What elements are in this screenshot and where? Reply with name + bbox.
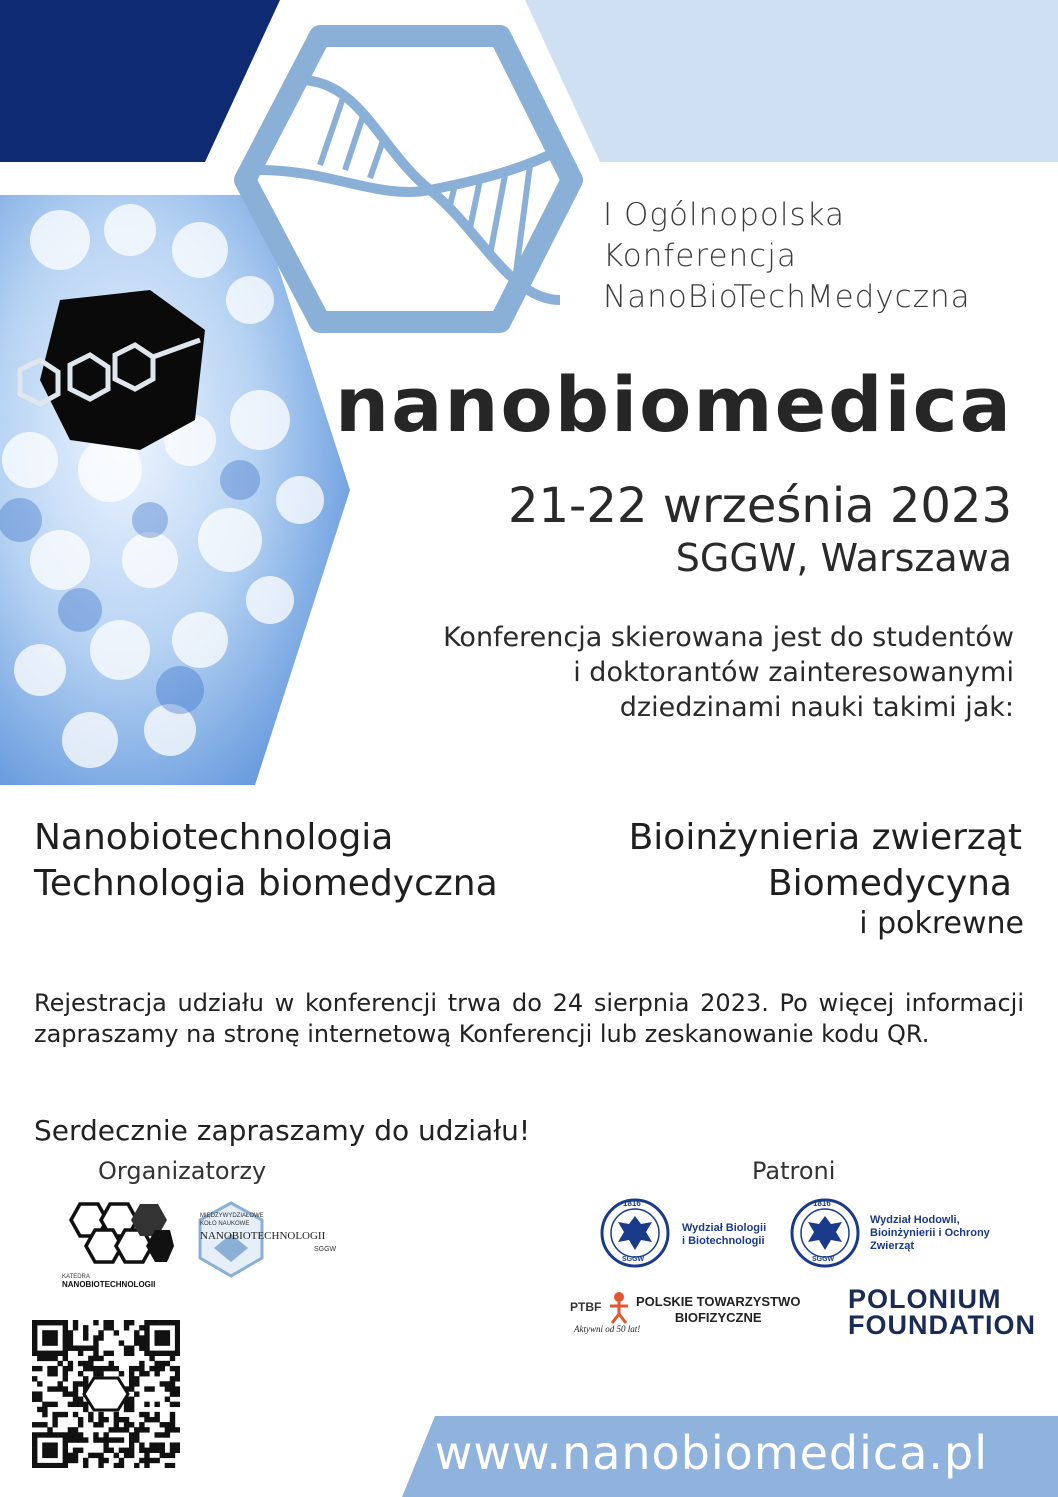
seal-year: 1816	[623, 1199, 641, 1208]
whbioz-logo	[790, 1198, 1020, 1270]
dark-pore	[40, 290, 205, 450]
field-animal-bioeng: Bioinżynieria zwierząt	[628, 817, 1022, 858]
ptbf-tagline: Aktywni od 50 lat!	[574, 1324, 641, 1334]
whbioz-line-1: Wydział Hodowli,	[870, 1214, 960, 1226]
kolo-logo	[196, 1200, 366, 1285]
dna-helix	[260, 80, 560, 300]
kolo-label-3: NANOBIOTECHNOLOGII	[200, 1230, 326, 1242]
conference-date: 21-22 września 2023	[507, 478, 1012, 534]
title-line-2: Konferencja	[603, 238, 797, 274]
wbib-logo	[600, 1198, 800, 1270]
kolo-label-1: MIĘDZYWYDZIAŁOWE	[200, 1213, 264, 1219]
intro-text	[314, 620, 1014, 725]
fields-right	[629, 815, 1022, 907]
title-line-3: NanoBioTechMedyczna	[603, 279, 971, 315]
brand-name: nanobiomedica	[335, 360, 1013, 449]
website-link[interactable]: www.nanobiomedica.pl	[434, 1426, 988, 1480]
ptbf-logo	[570, 1290, 840, 1342]
whbioz-line-2: Bioinżynierii i Ochrony	[870, 1227, 990, 1239]
ptbf-name	[636, 1294, 800, 1326]
light-blue-corner	[525, 0, 1058, 162]
ptbf-abbr: PTBF	[570, 1300, 602, 1314]
intro-line-1: Konferencja skierowana jest do studentów	[443, 622, 1014, 653]
figure-icon	[606, 1290, 632, 1324]
organizers-heading: Organizatorzy	[98, 1157, 267, 1185]
ptbf-line-1: POLSKIE TOWARZYSTWO	[636, 1294, 801, 1309]
intro-line-2: i doktorantów zainteresowanymi	[573, 657, 1014, 688]
whbioz-line-3: Zwierząt	[870, 1240, 915, 1252]
fields-left	[34, 815, 498, 907]
hexagon-cluster-icon	[62, 1200, 174, 1270]
field-biomedicine: Biomedycyna	[767, 863, 1012, 904]
katedra-label-1: KATEDRA	[62, 1274, 90, 1280]
qr-code[interactable]	[32, 1320, 180, 1468]
invitation: Serdecznie zapraszamy do udziału!	[34, 1114, 531, 1147]
kolo-label-4: SGGW	[314, 1246, 337, 1253]
katedra-label-2: NANOBIOTECHNOLOGII	[62, 1280, 156, 1289]
polonium-logo	[848, 1286, 1036, 1338]
ptbf-line-2: BIOFIZYCZNE	[674, 1310, 762, 1325]
field-biomedical-tech: Technologia biomedyczna	[34, 863, 498, 904]
katedra-logo	[62, 1200, 182, 1300]
field-nanobiotech: Nanobiotechnologia	[34, 817, 394, 858]
wbib-line-2: i Biotechnologii	[682, 1235, 765, 1247]
polonium-line-2: FOUNDATION	[848, 1310, 1036, 1340]
logo-hexagon	[245, 36, 572, 322]
field-related: i pokrewne	[859, 906, 1024, 941]
navy-corner	[0, 0, 280, 162]
title-line-1: I Ogólnopolska	[603, 197, 846, 233]
wbib-line-1: Wydział Biologii	[682, 1222, 767, 1234]
seal-name: SGGW	[812, 1256, 835, 1263]
conference-title	[603, 195, 971, 318]
seal-name: SGGW	[622, 1256, 645, 1263]
conference-venue: SGGW, Warszawa	[675, 536, 1012, 580]
wbib-name	[682, 1222, 766, 1248]
intro-line-3: dziedzinami nauki takimi jak:	[619, 692, 1014, 723]
patrons-heading: Patroni	[752, 1157, 836, 1185]
polonium-line-1: POLONIUM	[848, 1284, 1002, 1314]
kolo-label-2: KOŁO NAUKOWE	[200, 1221, 250, 1227]
registration-text: Rejestracja udziału w konferencji trwa do 24 sierpnia 2023. Po więcej informacji zapraszamy na stronę internetową Konferencji lub zeskanowanie kodu QR.	[34, 989, 1024, 1048]
seal-year: 1816	[813, 1199, 831, 1208]
whbioz-name	[870, 1214, 990, 1253]
